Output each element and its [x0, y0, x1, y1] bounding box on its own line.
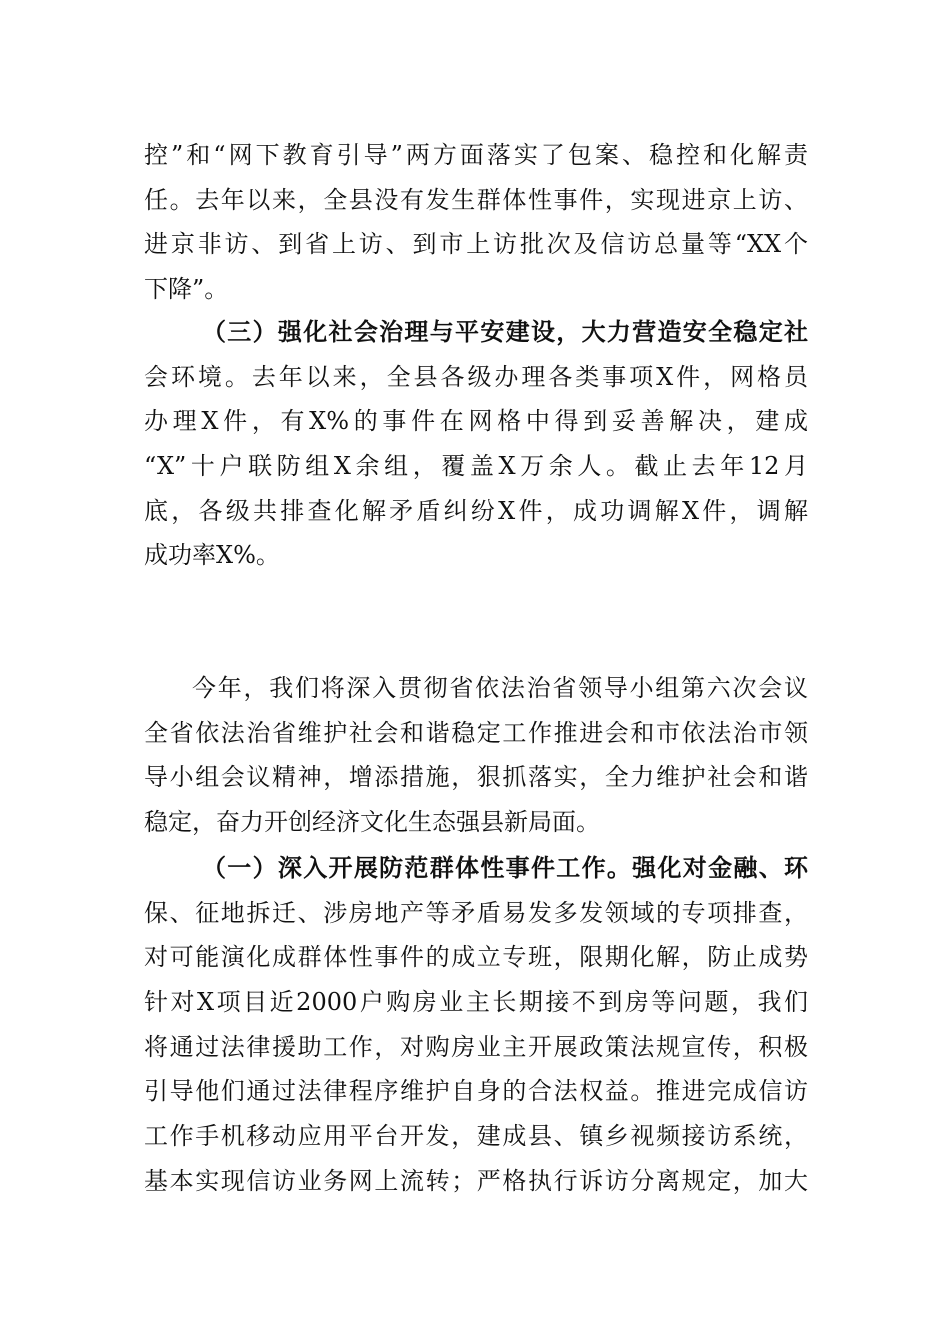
subheading-three: （三）强化社会治理与平安建设，大力营造安全稳定社 — [202, 317, 808, 346]
text-line: 对可能演化成群体性事件的成立专班，限期化解，防止成势 — [144, 943, 808, 972]
paragraph-prevent-mass-incidents — [144, 846, 808, 1204]
subheading-one: （一）深入开展防范群体性事件工作。强化对金融、环 — [202, 853, 808, 882]
text-line: 保、征地拆迁、涉房地产等矛盾易发多发领域的专项排查， — [144, 898, 808, 927]
text-line: 将通过法律援助工作，对购房业主开展政策法规宣传，积极 — [144, 1032, 808, 1061]
text-line: 基本实现信访业务网上流转；严格执行诉访分离规定，加大 — [144, 1166, 808, 1195]
text-line: 工作手机移动应用平台开发，建成县、镇乡视频接访系统， — [144, 1122, 808, 1151]
text-line: 进京非访、到省上访、到市上访批次及信访总量等“XX个 — [144, 230, 808, 259]
paragraph-this-year-plan — [144, 666, 808, 845]
heading-line — [144, 624, 808, 669]
text-line: 针对X项目近2000户购房业主长期接不到房等问题，我们 — [144, 988, 808, 1017]
text-line: 会环境。去年以来，全县各级办理各类事项X件，网格员 — [144, 362, 808, 391]
text-line: 今年，我们将深入贯彻省依法治省领导小组第六次会议 — [192, 674, 808, 702]
text-line: 控”和“网下教育引导”两方面落实了包案、稳控和化解责 — [144, 141, 808, 169]
paragraph-stability-results — [144, 133, 808, 312]
text-line: 全省依法治省维护社会和谐稳定工作推进会和市依法治市领 — [144, 718, 808, 747]
heading-line — [144, 579, 808, 624]
text-line: 底，各级共排查化解矛盾纠纷X件，成功调解X件，调解 — [144, 496, 808, 525]
text-line: “X”十户联防组X余组，覆盖X万余人。截止去年12月 — [144, 452, 808, 481]
text-line: 引导他们通过法律程序维护自身的合法权益。推进完成信访 — [144, 1077, 808, 1106]
text-line: 任。去年以来，全县没有发生群体性事件，实现进京上访、 — [144, 185, 808, 214]
text-line — [144, 846, 808, 891]
section-heading-two — [144, 579, 808, 668]
text-line: 导小组会议精神，增添措施，狠抓落实，全力维护社会和谐 — [144, 763, 808, 792]
text-line — [144, 310, 808, 355]
text-line: 稳定，奋力开创经济文化生态强县新局面。 — [144, 808, 600, 837]
text-line: 成功率X%。 — [144, 541, 280, 570]
paragraph-social-governance — [144, 310, 808, 578]
text-line: 办理X件，有X%的事件在网格中得到妥善解决，建成 — [144, 407, 808, 436]
text-line: 下降”。 — [144, 275, 229, 304]
